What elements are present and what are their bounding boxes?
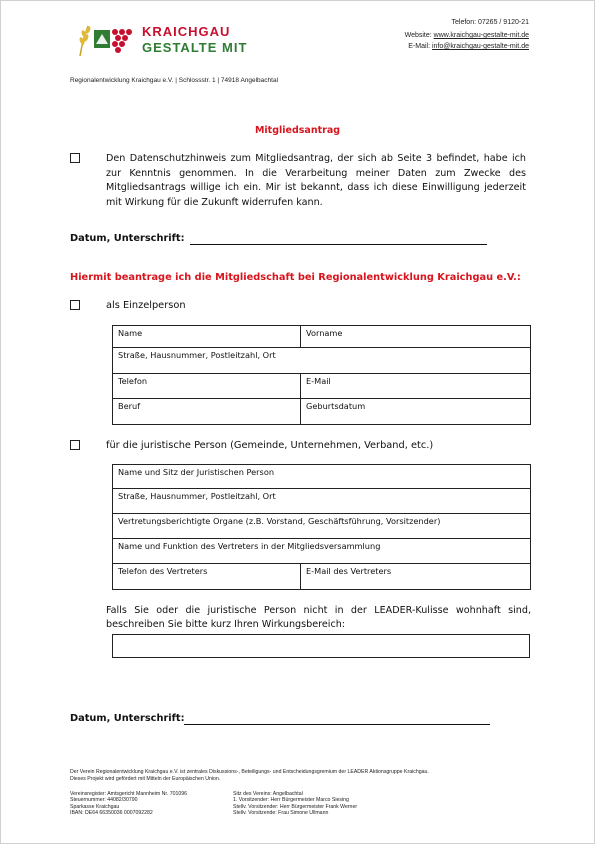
footer-chairman: 1. Vorsitzender: Herr Bürgermeister Marco Siesing	[233, 797, 349, 804]
field-legal-name-seat[interactable]: Name und Sitz der Juristischen Person	[113, 465, 531, 489]
individual-option-label: als Einzelperson	[106, 300, 186, 311]
membership-heading: Hiermit beantrage ich die Mitgliedschaft bei Regionalentwicklung Kraichgau e.V.:	[70, 272, 521, 283]
field-vorname[interactable]: Vorname	[301, 326, 531, 348]
footer-seat: Sitz des Vereins: Angelbachtal	[233, 791, 303, 797]
legal-fields-table	[112, 464, 531, 590]
footer-intro-line1: Der Verein Regionalentwicklung Kraichgau e.V. ist zentrales Diskussions-, Beteiligungs- und Entscheidungsgremium der LEADER Aktionsgruppe Kraichgau.	[70, 769, 429, 775]
wirkungsbereich-field[interactable]	[112, 634, 530, 658]
signature-line-1[interactable]	[190, 244, 487, 245]
field-address[interactable]: Straße, Hausnummer, Postleitzahl, Ort	[113, 348, 531, 374]
website-label: Website:	[404, 32, 432, 39]
legal-person-checkbox[interactable]	[70, 440, 80, 450]
field-representative[interactable]: Name und Funktion des Vertreters in der Mitgliedsversammlung	[113, 539, 531, 564]
field-legal-organs[interactable]: Vertretungsberichtigte Organe (z.B. Vorstand, Geschäftsführung, Vorsitzender)	[113, 514, 531, 539]
form-title: Mitgliedsantrag	[254, 125, 341, 136]
footer-register: Vereinsregister: Amtsgericht Mannheim Nr. 701096	[70, 791, 188, 797]
website-link[interactable]: www.kraichgau-gestalte-mit.de	[433, 32, 529, 39]
email-link[interactable]: info@kraichgau-gestalte-mit.de	[432, 43, 529, 50]
signature-label-1: Datum, Unterschrift:	[70, 233, 185, 244]
field-representative-email[interactable]: E-Mail des Vertreters	[301, 564, 531, 590]
field-geburtsdatum[interactable]: Geburtsdatum	[301, 399, 531, 425]
field-representative-phone[interactable]: Telefon des Vertreters	[113, 564, 301, 590]
contact-phone	[452, 19, 529, 26]
footer-tax-number: Steuernummer: 44082/30790	[70, 797, 138, 804]
kraichgau-logo	[72, 22, 138, 58]
sender-address: Regionalentwicklung Kraichgau e.V. | Schlossstr. 1 | 74918 Angelbachtal	[70, 77, 279, 84]
consent-text: Den Datenschutzhinweis zum Mitgliedsantrag, der sich ab Seite 3 befindet, habe ich zur Kenntnis genommen. In die Verarbeitung meiner Daten zum Zwecke des Mitgliedsantrags willige ich ein. Mir ist bekannt, dass ich diese Einwilligung jederzeit mit Wirkung für die Zukunft widerrufen kann.	[106, 153, 526, 208]
phone-label: Telefon:	[451, 19, 477, 26]
logo-wordmark-line2: GESTALTE MIT	[142, 40, 248, 55]
logo-wordmark-line1: KRAICHGAU	[142, 24, 231, 39]
footer-deputy-2: Stellv. Vorsitzende: Frau Simone Ullmann	[233, 810, 329, 817]
signature-label-2: Datum, Unterschrift:	[70, 713, 185, 724]
kulisse-text: Falls Sie oder die juristische Person nicht in der LEADER-Kulisse wohnhaft sind, beschreiben Sie bitte kurz Ihren Wirkungsbereich:	[106, 605, 531, 630]
field-legal-address[interactable]: Straße, Hausnummer, Postleitzahl, Ort	[113, 489, 531, 514]
field-telefon[interactable]: Telefon	[113, 374, 301, 399]
contact-website	[405, 32, 529, 39]
individual-checkbox[interactable]	[70, 300, 80, 310]
phone-value: 07265 / 9120-21	[478, 19, 529, 26]
contact-email	[408, 43, 529, 50]
field-email[interactable]: E-Mail	[301, 374, 531, 399]
legal-person-option-label: für die juristische Person (Gemeinde, Unternehmen, Verband, etc.)	[106, 440, 434, 451]
email-label: E-Mail:	[408, 43, 431, 50]
footer-deputy-1: Stellv. Vorsitzender: Herr Bürgermeister Frank Werner	[233, 803, 358, 810]
footer-bank: Sparkasse Kraichgau	[70, 803, 120, 810]
footer-intro-line2: Dieses Projekt wird gefördert mit Mitteln der Europäischen Union.	[70, 775, 221, 782]
footer-right-column	[233, 791, 357, 817]
footer-iban: IBAN: DE64 66350036 0007092282	[70, 810, 153, 817]
field-beruf[interactable]: Beruf	[113, 399, 301, 425]
signature-line-2[interactable]	[184, 724, 490, 725]
field-name[interactable]: Name	[113, 326, 301, 348]
footer-left-column	[70, 791, 187, 817]
footer-intro	[70, 769, 540, 782]
individual-fields-table	[112, 325, 531, 425]
consent-checkbox[interactable]	[70, 153, 80, 163]
